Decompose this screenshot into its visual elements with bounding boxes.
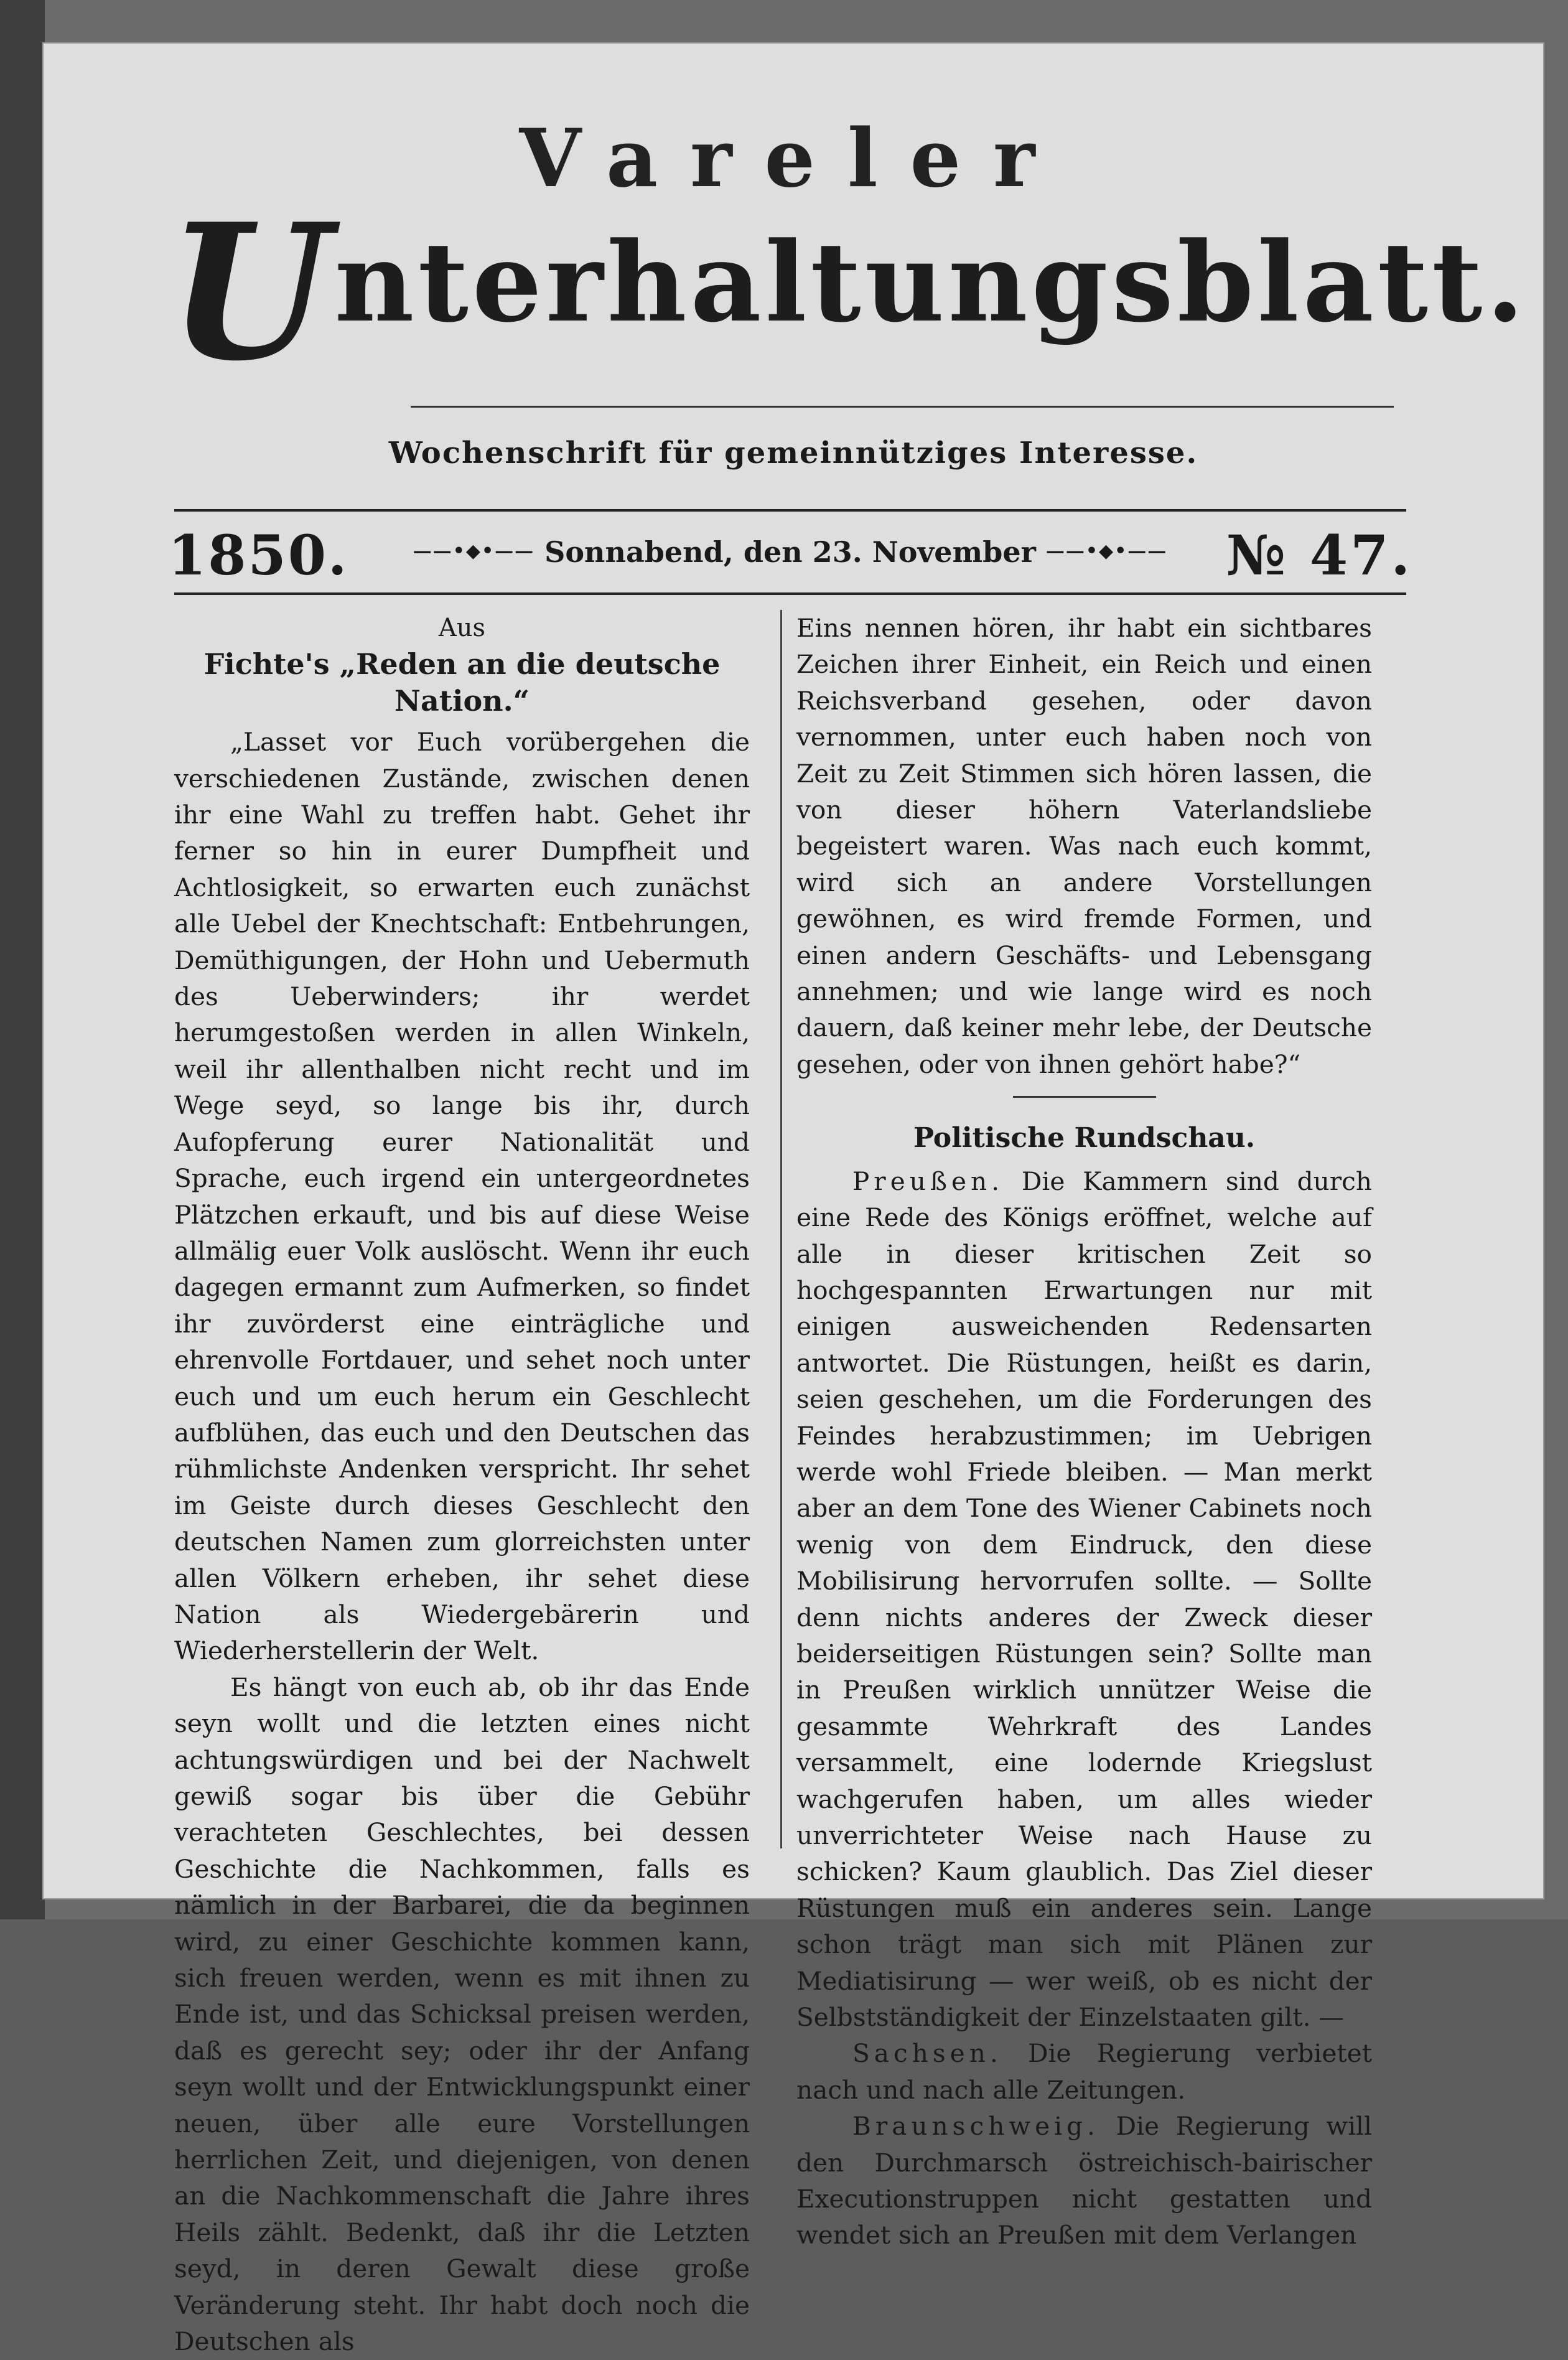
ornament-right: ——•◆•—— (1045, 540, 1168, 562)
news-item-label: Sachsen. (852, 2038, 1002, 2069)
news-item-label: Braunschweig. (852, 2111, 1099, 2142)
issue-year: 1850. (168, 523, 349, 588)
news-item-text: Die Kammern sind durch eine Rede des Königs eröffnet, welche auf alle in dieser kritischen Zeit so hochgespannten Erwartungen nur mit einigen ausweichenden Redensarten antwortet. Die Rüstungen, heißt es darin, seien geschehen, um die Forderungen des Feindes herabzustimmen; im Uebrigen werde wohl Friede bleiben. — Man merkt aber an dem Tone des Wiener Cabinets noch wenig von dem Eindruck, den diese Mobilisirung hervorrufen sollte. — Sollte denn nichts anderes der Zweck dieser beiderseitigen Rüstungen sein? Sollte man in Preußen wirklich unnützer Weise die gesammte Wehrkraft des Landes versammelt, eine lodernde Kriegslust wachgerufen haben, um alles wieder unverrichteter Weise nach Hause zu schicken? Kaum glaublich. Das Ziel dieser Rüstungen muß ein anderes sein. Lange schon trägt man sich mit Plänen zur Mediatisirung — wer weiß, ob es nicht der Selbstständigkeit der Einzelstaaten gilt. — (796, 1166, 1372, 2033)
book-binding-edge (0, 0, 45, 1919)
dateline-rule-top (174, 509, 1406, 512)
issue-number: № 47. (1226, 523, 1412, 588)
masthead-rule (411, 406, 1394, 408)
news-item-text: Die Regierung will den Durchmarsch östreichisch-bairischer Executionstruppen nicht gestatten und wendet sich an Preußen mit dem Verlangen (796, 2111, 1372, 2250)
article-title: Fichte's „Reden an die deutsche Nation.“ (203, 647, 721, 718)
news-item-text: Die Regierung verbietet nach und nach alle Zeitungen. (796, 2038, 1372, 2105)
masthead-subtitle: Wochenschrift für gemeinnütziges Interesse. (388, 436, 1198, 471)
column-divider (780, 610, 782, 1848)
newspaper-page (44, 44, 1543, 2357)
section-title: Politische Rundschau. (913, 1122, 1256, 1154)
article-paragraph: Es hängt von euch ab, ob ihr das Ende seyn wollt und die letzten eines nicht achtungswürdigen und bei der Nachwelt gewiß sogar bis über die Gebühr verachteten Geschlechtes, bei dessen Geschichte die Nachkommen, falls es nämlich in der Barbarei, die da beginnen wird, zu einer Geschichte kommen kann, sich freuen werden, wenn es mit ihnen zu Ende ist, und das Schicksal preisen werden, daß es gerecht sey; oder ihr der Anfang seyn wollt und der Entwicklungspunkt einer neuen, über alle eure Vorstellungen herrlichen Zeit, und diejenigen, von denen an die Nachkommenschaft die Jahre ihres Heils zählt. Bedenkt, daß ihr die Letzten seyd, in deren Gewalt diese große Veränderung steht. Ihr habt doch noch die Deutschen als (174, 1672, 750, 2357)
news-item-label: Preußen. (852, 1166, 1004, 1196)
left-column (174, 610, 750, 2360)
news-item-sachsen (796, 2035, 1372, 2108)
section-separator (1013, 1096, 1156, 1098)
news-item-braunschweig (796, 2108, 1372, 2254)
news-item-preussen (796, 1163, 1372, 2036)
masthead-initial: U (168, 182, 335, 402)
article-kicker: Aus (438, 614, 486, 642)
masthead-title-rest: nterhaltungsblatt. (334, 218, 1528, 347)
article-paragraph-continued: Eins nennen hören, ihr habt ein sichtbares Zeichen ihrer Einheit, ein Reich und einen Reichsverband gesehen, oder davon vernommen, unter euch haben noch von Zeit zu Zeit Stimmen sich hören lassen, die von dieser höhern Vaterlandsliebe begeistert waren. Was nach euch kommt, wird sich an andere Vorstellungen gewöhnen, es wird fremde Formen, und einen andern Geschäfts- und Lebensgang annehmen; und wie lange wird es noch dauern, daß keiner mehr lebe, der Deutsche gesehen, oder von ihnen gehört habe?“ (796, 613, 1372, 1079)
dateline-rule-bottom (174, 592, 1406, 595)
ornament-left: ——•◆•—— (413, 540, 535, 562)
dateline (168, 523, 1412, 591)
issue-date: Sonnabend, den 23. November (544, 535, 1036, 569)
masthead-title (168, 182, 1528, 402)
right-column (796, 610, 1372, 2254)
article-paragraph: „Lasset vor Euch vorübergehen die verschiedenen Zustände, zwischen denen ihr eine Wahl zu treffen habt. Gehet ihr ferner so hin in eurer Dumpfheit und Achtlosigkeit, so erwarten euch zunächst alle Uebel der Knechtschaft: Entbehrungen, Demüthigungen, der Hohn und Uebermuth des Ueberwinders; ihr werdet herumgestoßen werden in allen Winkeln, weil ihr allenthalben nicht recht und im Wege seyd, so lange bis ihr, durch Aufopferung eurer Nationalität und Sprache, euch irgend ein untergeordnetes Plätzchen erkauft, und bis auf diese Weise allmälig euer Volk auslöscht. Wenn ihr euch dagegen ermannt zum Aufmerken, so findet ihr zuvörderst eine einträgliche und ehrenvolle Fortdauer, und sehet noch unter euch und um euch herum ein Geschlecht aufblühen, das euch und den Deutschen das rühmlichste Andenken verspricht. Ihr sehet im Geiste durch dieses Geschlecht den deutschen Namen zum glorreichsten unter allen Völkern erheben, ihr sehet diese Nation als Wiedergebärerin und Wiederherstellerin der Welt. (174, 727, 750, 1666)
masthead-town: Vareler (519, 112, 1068, 205)
